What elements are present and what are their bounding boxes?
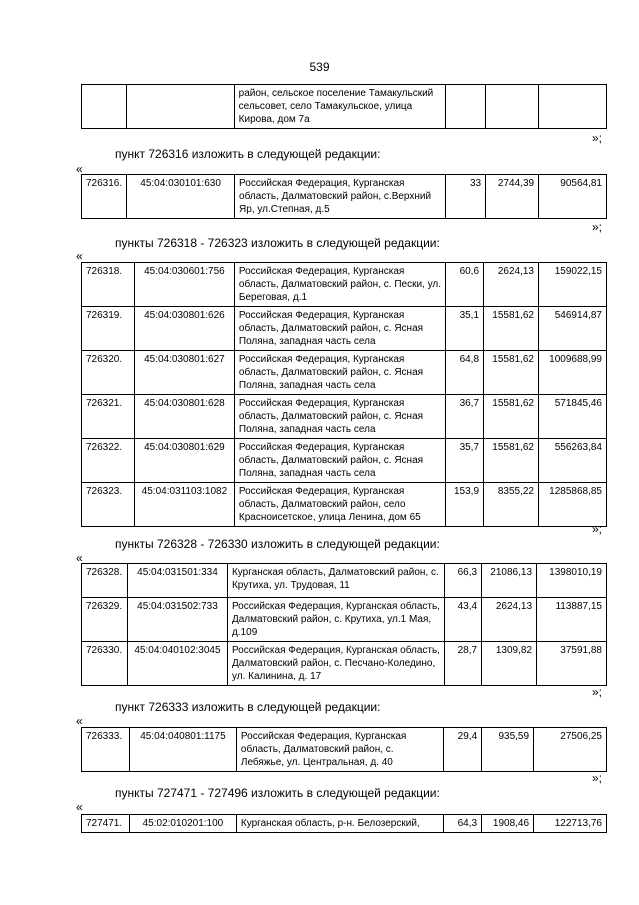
record-number: 726323.: [82, 483, 135, 527]
cadastral-number: 45:04:030101:630: [127, 175, 235, 219]
table-row: [82, 307, 607, 351]
cadastral-value: 546914,87: [539, 307, 607, 351]
record-number: 726333.: [82, 728, 130, 772]
price-per-unit: 15581,62: [484, 395, 539, 439]
cadastral-number: 45:04:040801:1175: [129, 728, 236, 772]
cadastral-value: 37591,88: [537, 642, 607, 686]
property-address: Курганская область, р-н. Белозерский,: [236, 815, 443, 833]
price-per-unit: 8355,22: [484, 483, 539, 527]
cadastral-number: 45:04:031502:733: [127, 598, 227, 642]
table-row: [82, 642, 607, 686]
price-per-unit: 21086,13: [482, 564, 537, 598]
table-row: [82, 815, 607, 833]
record-number: 726321.: [82, 395, 135, 439]
cadastral-value: 571845,46: [539, 395, 607, 439]
amendment-heading: пункты 726318 - 726323 изложить в следующей редакции:: [115, 236, 440, 250]
price-per-unit: 15581,62: [484, 351, 539, 395]
property-area: 33: [446, 175, 486, 219]
closing-quote-mark: »;: [592, 771, 603, 785]
property-area: 36,7: [446, 395, 484, 439]
closing-quote-mark: »;: [592, 220, 603, 234]
records-table: [81, 563, 607, 686]
property-address: Российская Федерация, Курганская область, Далматовский район, с. Лебяжье, ул. Центральная, д. 40: [236, 728, 443, 772]
cadastral-number: [126, 85, 234, 129]
cadastral-number: 45:04:030801:626: [134, 307, 234, 351]
cadastral-number: 45:04:040102:3045: [127, 642, 227, 686]
opening-quote-mark: «: [76, 249, 83, 263]
page-number: 539: [309, 60, 330, 74]
property-area: 29,4: [444, 728, 482, 772]
opening-quote-mark: «: [76, 551, 83, 565]
records-table: [81, 262, 607, 527]
cadastral-value: 1285868,85: [539, 483, 607, 527]
table-row: [82, 263, 607, 307]
record-number: 727471.: [82, 815, 130, 833]
closing-quote-mark: »;: [592, 685, 603, 699]
cadastral-number: 45:04:030801:627: [134, 351, 234, 395]
property-area: [446, 85, 486, 129]
property-address: Российская Федерация, Курганская область, Далматовский район, с. Ясная Поляна, западная часть села: [234, 395, 445, 439]
cadastral-number: 45:04:030801:629: [134, 439, 234, 483]
property-address: Российская Федерация, Курганская область, Далматовский район, с. Пески, ул. Береговая, д.1: [234, 263, 445, 307]
table-row: [82, 175, 607, 219]
cadastral-value: 556263,84: [539, 439, 607, 483]
amendment-heading: пункт 726333 изложить в следующей редакции:: [115, 700, 381, 714]
records-table: [81, 814, 607, 833]
price-per-unit: 1309,82: [482, 642, 537, 686]
table-row: [82, 439, 607, 483]
record-number: [82, 85, 127, 129]
amendment-heading: пункт 726316 изложить в следующей редакции:: [115, 147, 381, 161]
record-number: 726329.: [82, 598, 128, 642]
cadastral-number: 45:04:031501:334: [127, 564, 227, 598]
cadastral-value: 90564,81: [539, 175, 607, 219]
cadastral-value: 113887,15: [537, 598, 607, 642]
cadastral-number: 45:04:030801:628: [134, 395, 234, 439]
cadastral-value: 1398010,19: [537, 564, 607, 598]
table-row: [82, 351, 607, 395]
property-area: 64,3: [444, 815, 482, 833]
records-table: [81, 727, 607, 772]
property-address: Российская Федерация, Курганская область, Далматовский район, с. Ясная Поляна, западная часть села: [234, 307, 445, 351]
price-per-unit: 2744,39: [486, 175, 539, 219]
record-number: 726320.: [82, 351, 135, 395]
table-row: [82, 85, 607, 129]
property-area: 64,8: [446, 351, 484, 395]
amendment-heading: пункты 727471 - 727496 изложить в следующей редакции:: [115, 786, 440, 800]
property-address: Российская Федерация, Курганская область, Далматовский район, с. Ясная Поляна, западная часть села: [234, 351, 445, 395]
records-table: [81, 174, 607, 219]
property-area: 35,1: [446, 307, 484, 351]
property-address: Российская Федерация, Курганская область, Далматовский район, село Красноисетское, улица Ленина, дом 65: [234, 483, 445, 527]
record-number: 726330.: [82, 642, 128, 686]
price-per-unit: 2624,13: [484, 263, 539, 307]
cadastral-value: 159022,15: [539, 263, 607, 307]
price-per-unit: 15581,62: [484, 439, 539, 483]
record-number: 726322.: [82, 439, 135, 483]
price-per-unit: [486, 85, 539, 129]
table-row: [82, 598, 607, 642]
closing-quote-mark: »;: [592, 131, 603, 145]
property-address: Российская Федерация, Курганская область, Далматовский район, с. Крутиха, ул.1 Мая, д.109: [227, 598, 444, 642]
amendment-heading: пункты 726328 - 726330 изложить в следующей редакции:: [115, 537, 440, 551]
property-address: район, сельское поселение Тамакульский сельсовет, село Тамакульское, улица Кирова, дом 7а: [234, 85, 446, 129]
record-number: 726328.: [82, 564, 128, 598]
closing-quote-mark: »;: [592, 522, 603, 536]
property-address: Курганская область, Далматовский район, с. Крутиха, ул. Трудовая, 11: [227, 564, 444, 598]
cadastral-number: 45:02:010201:100: [129, 815, 236, 833]
property-address: Российская Федерация, Курганская область, Далматовский район, с. Ясная Поляна, западная часть села: [234, 439, 445, 483]
cadastral-number: 45:04:031103:1082: [134, 483, 234, 527]
property-area: 43,4: [445, 598, 482, 642]
property-address: Российская Федерация, Курганская область, Далматовский район, с. Песчано-Коледино, ул. Калинина, д. 17: [227, 642, 444, 686]
cadastral-value: 27506,25: [534, 728, 607, 772]
property-address: Российская Федерация, Курганская область, Далматовский район, с.Верхний Яр, ул.Степная, д.5: [235, 175, 446, 219]
price-per-unit: 15581,62: [484, 307, 539, 351]
cadastral-number: 45:04:030601:756: [134, 263, 234, 307]
table-row: [82, 483, 607, 527]
cadastral-value: 1009688,99: [539, 351, 607, 395]
opening-quote-mark: «: [76, 714, 83, 728]
table-row: [82, 564, 607, 598]
property-area: 153,9: [446, 483, 484, 527]
property-area: 66,3: [445, 564, 482, 598]
cadastral-value: [539, 85, 607, 129]
price-per-unit: 935,59: [482, 728, 534, 772]
opening-quote-mark: «: [76, 800, 83, 814]
table-row: [82, 728, 607, 772]
record-number: 726319.: [82, 307, 135, 351]
record-number: 726316.: [82, 175, 127, 219]
property-area: 28,7: [445, 642, 482, 686]
cadastral-value: 122713,76: [534, 815, 607, 833]
opening-quote-mark: «: [76, 162, 83, 176]
table-row: [82, 395, 607, 439]
price-per-unit: 1908,46: [482, 815, 534, 833]
property-area: 60,6: [446, 263, 484, 307]
record-number: 726318.: [82, 263, 135, 307]
records-table-continued: [81, 84, 607, 129]
property-area: 35,7: [446, 439, 484, 483]
price-per-unit: 2624,13: [482, 598, 537, 642]
